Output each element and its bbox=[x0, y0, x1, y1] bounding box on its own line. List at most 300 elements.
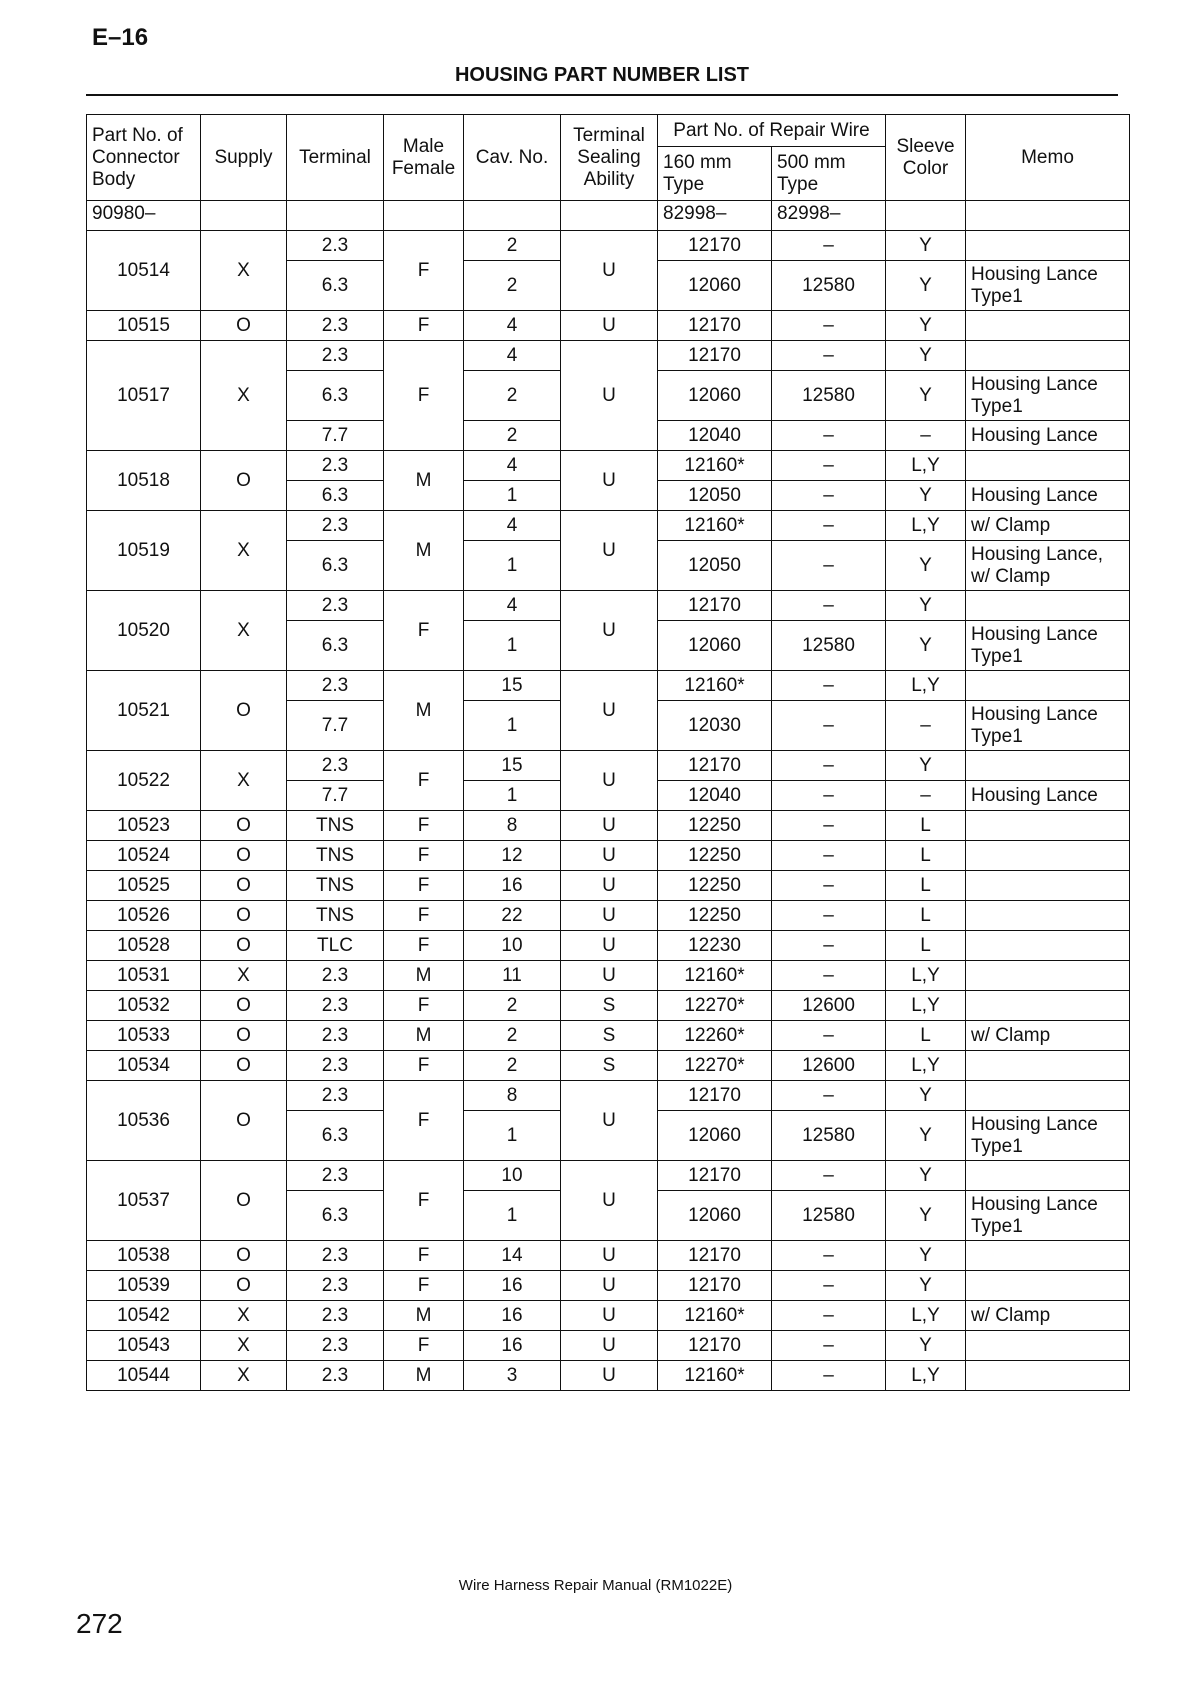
title-divider bbox=[86, 94, 1118, 96]
sealing-ability-cell: U bbox=[561, 1271, 658, 1301]
cavity-number-cell: 4 bbox=[464, 511, 561, 541]
header-memo: Memo bbox=[966, 115, 1130, 201]
supply-cell: X bbox=[201, 341, 287, 451]
repair-wire-500mm-cell: – bbox=[772, 1241, 886, 1271]
sleeve-color-cell: Y bbox=[886, 621, 966, 671]
table-row bbox=[87, 901, 1130, 931]
sleeve-color-cell: Y bbox=[886, 591, 966, 621]
memo-cell bbox=[966, 751, 1130, 781]
supply-cell: X bbox=[201, 591, 287, 671]
table-row bbox=[87, 311, 1130, 341]
memo-cell: Housing Lance, w/ Clamp bbox=[966, 541, 1130, 591]
repair-wire-500mm-cell: – bbox=[772, 541, 886, 591]
supply-cell: O bbox=[201, 871, 287, 901]
memo-cell: Housing Lance Type1 bbox=[966, 621, 1130, 671]
repair-wire-500mm-cell: – bbox=[772, 781, 886, 811]
memo-cell bbox=[966, 1161, 1130, 1191]
male-female-cell: F bbox=[384, 871, 464, 901]
sealing-ability-cell: U bbox=[561, 311, 658, 341]
header-sleeve-color: Sleeve Color bbox=[886, 115, 966, 201]
repair-wire-500mm-cell: 12580 bbox=[772, 261, 886, 311]
sealing-ability-cell: U bbox=[561, 1331, 658, 1361]
header-500mm: 500 mm Type bbox=[772, 147, 886, 201]
sleeve-color-cell: L,Y bbox=[886, 1361, 966, 1391]
male-female-cell: M bbox=[384, 1361, 464, 1391]
repair-wire-160mm-cell: 12060 bbox=[658, 371, 772, 421]
repair-wire-500mm-cell: 12600 bbox=[772, 991, 886, 1021]
header-part-no: Part No. of Connector Body bbox=[87, 115, 201, 201]
page-number: 272 bbox=[76, 1608, 123, 1639]
memo-cell bbox=[966, 961, 1130, 991]
sleeve-color-cell: Y bbox=[886, 541, 966, 591]
cavity-number-cell: 2 bbox=[464, 1021, 561, 1051]
sealing-ability-cell: U bbox=[561, 871, 658, 901]
cavity-number-cell: 4 bbox=[464, 451, 561, 481]
header-repair-wire: Part No. of Repair Wire bbox=[658, 115, 886, 147]
terminal-cell: 2.3 bbox=[287, 1271, 384, 1301]
repair-wire-500mm-cell: – bbox=[772, 341, 886, 371]
cavity-number-cell: 1 bbox=[464, 541, 561, 591]
cavity-number-cell: 4 bbox=[464, 341, 561, 371]
terminal-cell: 2.3 bbox=[287, 591, 384, 621]
terminal-cell: 6.3 bbox=[287, 1191, 384, 1241]
supply-cell: O bbox=[201, 1271, 287, 1301]
memo-cell bbox=[966, 841, 1130, 871]
repair-wire-500mm-cell: – bbox=[772, 511, 886, 541]
male-female-cell: F bbox=[384, 231, 464, 311]
cavity-number-cell: 2 bbox=[464, 371, 561, 421]
prefix-160mm: 82998– bbox=[658, 201, 772, 231]
supply-cell: O bbox=[201, 1051, 287, 1081]
sealing-ability-cell: U bbox=[561, 811, 658, 841]
male-female-cell: F bbox=[384, 1241, 464, 1271]
memo-cell: Housing Lance Type1 bbox=[966, 701, 1130, 751]
repair-wire-160mm-cell: 12170 bbox=[658, 231, 772, 261]
sleeve-color-cell: L,Y bbox=[886, 451, 966, 481]
repair-wire-500mm-cell: – bbox=[772, 1021, 886, 1051]
part-number-cell: 10537 bbox=[87, 1161, 201, 1241]
memo-cell bbox=[966, 1081, 1130, 1111]
repair-wire-500mm-cell: – bbox=[772, 901, 886, 931]
cavity-number-cell: 15 bbox=[464, 671, 561, 701]
memo-cell bbox=[966, 451, 1130, 481]
page-title: HOUSING PART NUMBER LIST bbox=[454, 64, 750, 86]
cavity-number-cell: 12 bbox=[464, 841, 561, 871]
sealing-ability-cell: U bbox=[561, 841, 658, 871]
part-number-cell: 10531 bbox=[87, 961, 201, 991]
sleeve-color-cell: L bbox=[886, 871, 966, 901]
terminal-cell: 2.3 bbox=[287, 671, 384, 701]
table-row bbox=[87, 1361, 1130, 1391]
sleeve-color-cell: Y bbox=[886, 751, 966, 781]
repair-wire-500mm-cell: 12600 bbox=[772, 1051, 886, 1081]
male-female-cell: F bbox=[384, 311, 464, 341]
sleeve-color-cell: Y bbox=[886, 1331, 966, 1361]
male-female-cell: F bbox=[384, 811, 464, 841]
male-female-cell: F bbox=[384, 1271, 464, 1301]
cavity-number-cell: 22 bbox=[464, 901, 561, 931]
terminal-cell: 6.3 bbox=[287, 481, 384, 511]
repair-wire-160mm-cell: 12170 bbox=[658, 1081, 772, 1111]
table-row bbox=[87, 511, 1130, 541]
supply-cell: O bbox=[201, 811, 287, 841]
repair-wire-160mm-cell: 12250 bbox=[658, 811, 772, 841]
part-number-cell: 10542 bbox=[87, 1301, 201, 1331]
repair-wire-160mm-cell: 12260* bbox=[658, 1021, 772, 1051]
header-supply: Supply bbox=[201, 115, 287, 201]
memo-cell: w/ Clamp bbox=[966, 511, 1130, 541]
prefix-row bbox=[87, 201, 1130, 231]
repair-wire-500mm-cell: – bbox=[772, 1301, 886, 1331]
cavity-number-cell: 2 bbox=[464, 261, 561, 311]
table-row bbox=[87, 1051, 1130, 1081]
sealing-ability-cell: U bbox=[561, 1161, 658, 1241]
repair-wire-500mm-cell: – bbox=[772, 1361, 886, 1391]
memo-cell bbox=[966, 811, 1130, 841]
header-cav-no: Cav. No. bbox=[464, 115, 561, 201]
footer-manual-name: Wire Harness Repair Manual (RM1022E) bbox=[458, 1577, 733, 1594]
terminal-cell: 2.3 bbox=[287, 1161, 384, 1191]
terminal-cell: 2.3 bbox=[287, 451, 384, 481]
sleeve-color-cell: – bbox=[886, 781, 966, 811]
sleeve-color-cell: L,Y bbox=[886, 511, 966, 541]
supply-cell: O bbox=[201, 901, 287, 931]
sleeve-color-cell: Y bbox=[886, 1161, 966, 1191]
terminal-cell: 6.3 bbox=[287, 261, 384, 311]
repair-wire-160mm-cell: 12160* bbox=[658, 671, 772, 701]
sleeve-color-cell: – bbox=[886, 701, 966, 751]
repair-wire-500mm-cell: – bbox=[772, 811, 886, 841]
sleeve-color-cell: Y bbox=[886, 341, 966, 371]
memo-cell bbox=[966, 901, 1130, 931]
table-row bbox=[87, 871, 1130, 901]
terminal-cell: 2.3 bbox=[287, 511, 384, 541]
terminal-cell: TNS bbox=[287, 901, 384, 931]
cavity-number-cell: 16 bbox=[464, 1301, 561, 1331]
sealing-ability-cell: U bbox=[561, 511, 658, 591]
male-female-cell: F bbox=[384, 1051, 464, 1081]
sealing-ability-cell: U bbox=[561, 961, 658, 991]
part-number-cell: 10519 bbox=[87, 511, 201, 591]
cavity-number-cell: 4 bbox=[464, 311, 561, 341]
sealing-ability-cell: U bbox=[561, 931, 658, 961]
memo-cell bbox=[966, 671, 1130, 701]
table-row bbox=[87, 1331, 1130, 1361]
sealing-ability-cell: U bbox=[561, 1301, 658, 1331]
terminal-cell: 2.3 bbox=[287, 1361, 384, 1391]
part-number-cell: 10520 bbox=[87, 591, 201, 671]
sleeve-color-cell: Y bbox=[886, 1111, 966, 1161]
memo-cell bbox=[966, 931, 1130, 961]
male-female-cell: F bbox=[384, 841, 464, 871]
repair-wire-160mm-cell: 12170 bbox=[658, 311, 772, 341]
repair-wire-160mm-cell: 12250 bbox=[658, 901, 772, 931]
memo-cell bbox=[966, 871, 1130, 901]
part-number-cell: 10543 bbox=[87, 1331, 201, 1361]
repair-wire-160mm-cell: 12270* bbox=[658, 1051, 772, 1081]
part-number-cell: 10532 bbox=[87, 991, 201, 1021]
male-female-cell: F bbox=[384, 341, 464, 451]
repair-wire-160mm-cell: 12250 bbox=[658, 841, 772, 871]
header-sealing: Terminal Sealing Ability bbox=[561, 115, 658, 201]
cavity-number-cell: 2 bbox=[464, 231, 561, 261]
part-number-cell: 10522 bbox=[87, 751, 201, 811]
sealing-ability-cell: U bbox=[561, 1361, 658, 1391]
repair-wire-160mm-cell: 12050 bbox=[658, 541, 772, 591]
repair-wire-500mm-cell: – bbox=[772, 751, 886, 781]
table-row bbox=[87, 841, 1130, 871]
housing-part-table bbox=[86, 114, 1130, 1391]
sealing-ability-cell: U bbox=[561, 451, 658, 511]
part-number-cell: 10514 bbox=[87, 231, 201, 311]
terminal-cell: 2.3 bbox=[287, 1051, 384, 1081]
repair-wire-160mm-cell: 12040 bbox=[658, 781, 772, 811]
repair-wire-500mm-cell: – bbox=[772, 421, 886, 451]
supply-cell: X bbox=[201, 511, 287, 591]
cavity-number-cell: 16 bbox=[464, 1331, 561, 1361]
cavity-number-cell: 1 bbox=[464, 481, 561, 511]
sleeve-color-cell: Y bbox=[886, 481, 966, 511]
supply-cell: X bbox=[201, 961, 287, 991]
table-row bbox=[87, 961, 1130, 991]
repair-wire-160mm-cell: 12060 bbox=[658, 1111, 772, 1161]
terminal-cell: 7.7 bbox=[287, 421, 384, 451]
repair-wire-160mm-cell: 12170 bbox=[658, 751, 772, 781]
header-male-female: Male Female bbox=[384, 115, 464, 201]
sleeve-color-cell: L bbox=[886, 841, 966, 871]
repair-wire-160mm-cell: 12160* bbox=[658, 961, 772, 991]
part-number-cell: 10525 bbox=[87, 871, 201, 901]
sleeve-color-cell: L bbox=[886, 811, 966, 841]
terminal-cell: 2.3 bbox=[287, 1331, 384, 1361]
supply-cell: O bbox=[201, 1081, 287, 1161]
repair-wire-500mm-cell: – bbox=[772, 961, 886, 991]
repair-wire-160mm-cell: 12270* bbox=[658, 991, 772, 1021]
sleeve-color-cell: L,Y bbox=[886, 671, 966, 701]
terminal-cell: 7.7 bbox=[287, 781, 384, 811]
supply-cell: O bbox=[201, 451, 287, 511]
part-number-cell: 10538 bbox=[87, 1241, 201, 1271]
memo-cell: Housing Lance Type1 bbox=[966, 1111, 1130, 1161]
repair-wire-160mm-cell: 12030 bbox=[658, 701, 772, 751]
table-row bbox=[87, 451, 1130, 481]
cavity-number-cell: 3 bbox=[464, 1361, 561, 1391]
table-row bbox=[87, 1161, 1130, 1191]
prefix-500mm: 82998– bbox=[772, 201, 886, 231]
part-number-cell: 10534 bbox=[87, 1051, 201, 1081]
header-terminal: Terminal bbox=[287, 115, 384, 201]
sleeve-color-cell: L bbox=[886, 1021, 966, 1051]
repair-wire-160mm-cell: 12170 bbox=[658, 591, 772, 621]
sealing-ability-cell: U bbox=[561, 1241, 658, 1271]
sealing-ability-cell: S bbox=[561, 1051, 658, 1081]
terminal-cell: TNS bbox=[287, 871, 384, 901]
table-row bbox=[87, 1241, 1130, 1271]
terminal-cell: 2.3 bbox=[287, 961, 384, 991]
part-number-cell: 10526 bbox=[87, 901, 201, 931]
part-number-cell: 10518 bbox=[87, 451, 201, 511]
repair-wire-160mm-cell: 12250 bbox=[658, 871, 772, 901]
repair-wire-500mm-cell: – bbox=[772, 1161, 886, 1191]
memo-cell bbox=[966, 311, 1130, 341]
memo-cell bbox=[966, 341, 1130, 371]
terminal-cell: TLC bbox=[287, 931, 384, 961]
sleeve-color-cell: Y bbox=[886, 311, 966, 341]
terminal-cell: 6.3 bbox=[287, 541, 384, 591]
male-female-cell: M bbox=[384, 1021, 464, 1051]
part-number-cell: 10523 bbox=[87, 811, 201, 841]
table-row bbox=[87, 1081, 1130, 1111]
sleeve-color-cell: L bbox=[886, 901, 966, 931]
repair-wire-500mm-cell: – bbox=[772, 931, 886, 961]
terminal-cell: 2.3 bbox=[287, 751, 384, 781]
cavity-number-cell: 8 bbox=[464, 811, 561, 841]
cavity-number-cell: 11 bbox=[464, 961, 561, 991]
sleeve-color-cell: L,Y bbox=[886, 1301, 966, 1331]
male-female-cell: F bbox=[384, 751, 464, 811]
male-female-cell: M bbox=[384, 1301, 464, 1331]
cavity-number-cell: 8 bbox=[464, 1081, 561, 1111]
supply-cell: O bbox=[201, 841, 287, 871]
terminal-cell: 2.3 bbox=[287, 1021, 384, 1051]
sleeve-color-cell: L,Y bbox=[886, 961, 966, 991]
sealing-ability-cell: S bbox=[561, 1021, 658, 1051]
cavity-number-cell: 4 bbox=[464, 591, 561, 621]
repair-wire-160mm-cell: 12060 bbox=[658, 1191, 772, 1241]
table-row bbox=[87, 751, 1130, 781]
table-row bbox=[87, 991, 1130, 1021]
repair-wire-160mm-cell: 12230 bbox=[658, 931, 772, 961]
cavity-number-cell: 10 bbox=[464, 931, 561, 961]
repair-wire-500mm-cell: – bbox=[772, 451, 886, 481]
terminal-cell: 2.3 bbox=[287, 1301, 384, 1331]
part-number-cell: 10528 bbox=[87, 931, 201, 961]
sealing-ability-cell: S bbox=[561, 991, 658, 1021]
terminal-cell: 6.3 bbox=[287, 621, 384, 671]
sealing-ability-cell: U bbox=[561, 341, 658, 451]
repair-wire-500mm-cell: – bbox=[772, 1271, 886, 1301]
part-number-cell: 10524 bbox=[87, 841, 201, 871]
terminal-cell: 2.3 bbox=[287, 311, 384, 341]
terminal-cell: TNS bbox=[287, 841, 384, 871]
repair-wire-500mm-cell: – bbox=[772, 1081, 886, 1111]
table-row bbox=[87, 931, 1130, 961]
memo-cell bbox=[966, 1271, 1130, 1301]
male-female-cell: F bbox=[384, 931, 464, 961]
cavity-number-cell: 16 bbox=[464, 1271, 561, 1301]
repair-wire-500mm-cell: – bbox=[772, 591, 886, 621]
terminal-cell: TNS bbox=[287, 811, 384, 841]
supply-cell: O bbox=[201, 311, 287, 341]
repair-wire-500mm-cell: – bbox=[772, 701, 886, 751]
supply-cell: O bbox=[201, 1241, 287, 1271]
memo-cell: w/ Clamp bbox=[966, 1021, 1130, 1051]
memo-cell bbox=[966, 1241, 1130, 1271]
page-code: E–16 bbox=[92, 24, 149, 51]
repair-wire-160mm-cell: 12160* bbox=[658, 1361, 772, 1391]
sealing-ability-cell: U bbox=[561, 1081, 658, 1161]
table-row bbox=[87, 1271, 1130, 1301]
repair-wire-160mm-cell: 12170 bbox=[658, 1271, 772, 1301]
repair-wire-160mm-cell: 12160* bbox=[658, 451, 772, 481]
male-female-cell: M bbox=[384, 961, 464, 991]
terminal-cell: 2.3 bbox=[287, 1241, 384, 1271]
terminal-cell: 2.3 bbox=[287, 1081, 384, 1111]
male-female-cell: M bbox=[384, 671, 464, 751]
male-female-cell: M bbox=[384, 511, 464, 591]
table-row bbox=[87, 1021, 1130, 1051]
cavity-number-cell: 2 bbox=[464, 1051, 561, 1081]
part-number-cell: 10521 bbox=[87, 671, 201, 751]
part-number-cell: 10533 bbox=[87, 1021, 201, 1051]
terminal-cell: 2.3 bbox=[287, 341, 384, 371]
male-female-cell: F bbox=[384, 591, 464, 671]
sealing-ability-cell: U bbox=[561, 671, 658, 751]
sleeve-color-cell: Y bbox=[886, 261, 966, 311]
supply-cell: O bbox=[201, 991, 287, 1021]
memo-cell bbox=[966, 591, 1130, 621]
repair-wire-160mm-cell: 12160* bbox=[658, 511, 772, 541]
male-female-cell: F bbox=[384, 1081, 464, 1161]
sleeve-color-cell: Y bbox=[886, 1191, 966, 1241]
repair-wire-160mm-cell: 12170 bbox=[658, 1331, 772, 1361]
repair-wire-500mm-cell: 12580 bbox=[772, 1191, 886, 1241]
male-female-cell: F bbox=[384, 901, 464, 931]
repair-wire-500mm-cell: – bbox=[772, 231, 886, 261]
repair-wire-160mm-cell: 12060 bbox=[658, 621, 772, 671]
sleeve-color-cell: Y bbox=[886, 1241, 966, 1271]
repair-wire-160mm-cell: 12160* bbox=[658, 1301, 772, 1331]
cavity-number-cell: 10 bbox=[464, 1161, 561, 1191]
part-number-cell: 10539 bbox=[87, 1271, 201, 1301]
sleeve-color-cell: Y bbox=[886, 1271, 966, 1301]
cavity-number-cell: 1 bbox=[464, 701, 561, 751]
memo-cell bbox=[966, 991, 1130, 1021]
part-number-cell: 10536 bbox=[87, 1081, 201, 1161]
sleeve-color-cell: Y bbox=[886, 231, 966, 261]
memo-cell: Housing Lance bbox=[966, 421, 1130, 451]
supply-cell: O bbox=[201, 1021, 287, 1051]
part-number-cell: 10515 bbox=[87, 311, 201, 341]
supply-cell: X bbox=[201, 1301, 287, 1331]
memo-cell bbox=[966, 1361, 1130, 1391]
terminal-cell: 6.3 bbox=[287, 371, 384, 421]
memo-cell: Housing Lance bbox=[966, 781, 1130, 811]
repair-wire-500mm-cell: – bbox=[772, 871, 886, 901]
sleeve-color-cell: – bbox=[886, 421, 966, 451]
repair-wire-500mm-cell: – bbox=[772, 671, 886, 701]
memo-cell: Housing Lance Type1 bbox=[966, 261, 1130, 311]
repair-wire-500mm-cell: – bbox=[772, 311, 886, 341]
supply-cell: X bbox=[201, 1331, 287, 1361]
male-female-cell: F bbox=[384, 1331, 464, 1361]
table-row bbox=[87, 1301, 1130, 1331]
cavity-number-cell: 2 bbox=[464, 991, 561, 1021]
terminal-cell: 7.7 bbox=[287, 701, 384, 751]
sleeve-color-cell: Y bbox=[886, 1081, 966, 1111]
terminal-cell: 2.3 bbox=[287, 991, 384, 1021]
memo-cell: Housing Lance Type1 bbox=[966, 371, 1130, 421]
table-row bbox=[87, 231, 1130, 261]
table-row bbox=[87, 671, 1130, 701]
cavity-number-cell: 1 bbox=[464, 781, 561, 811]
male-female-cell: F bbox=[384, 991, 464, 1021]
sealing-ability-cell: U bbox=[561, 901, 658, 931]
memo-cell bbox=[966, 1051, 1130, 1081]
repair-wire-500mm-cell: – bbox=[772, 1331, 886, 1361]
memo-cell bbox=[966, 1331, 1130, 1361]
sleeve-color-cell: L,Y bbox=[886, 991, 966, 1021]
